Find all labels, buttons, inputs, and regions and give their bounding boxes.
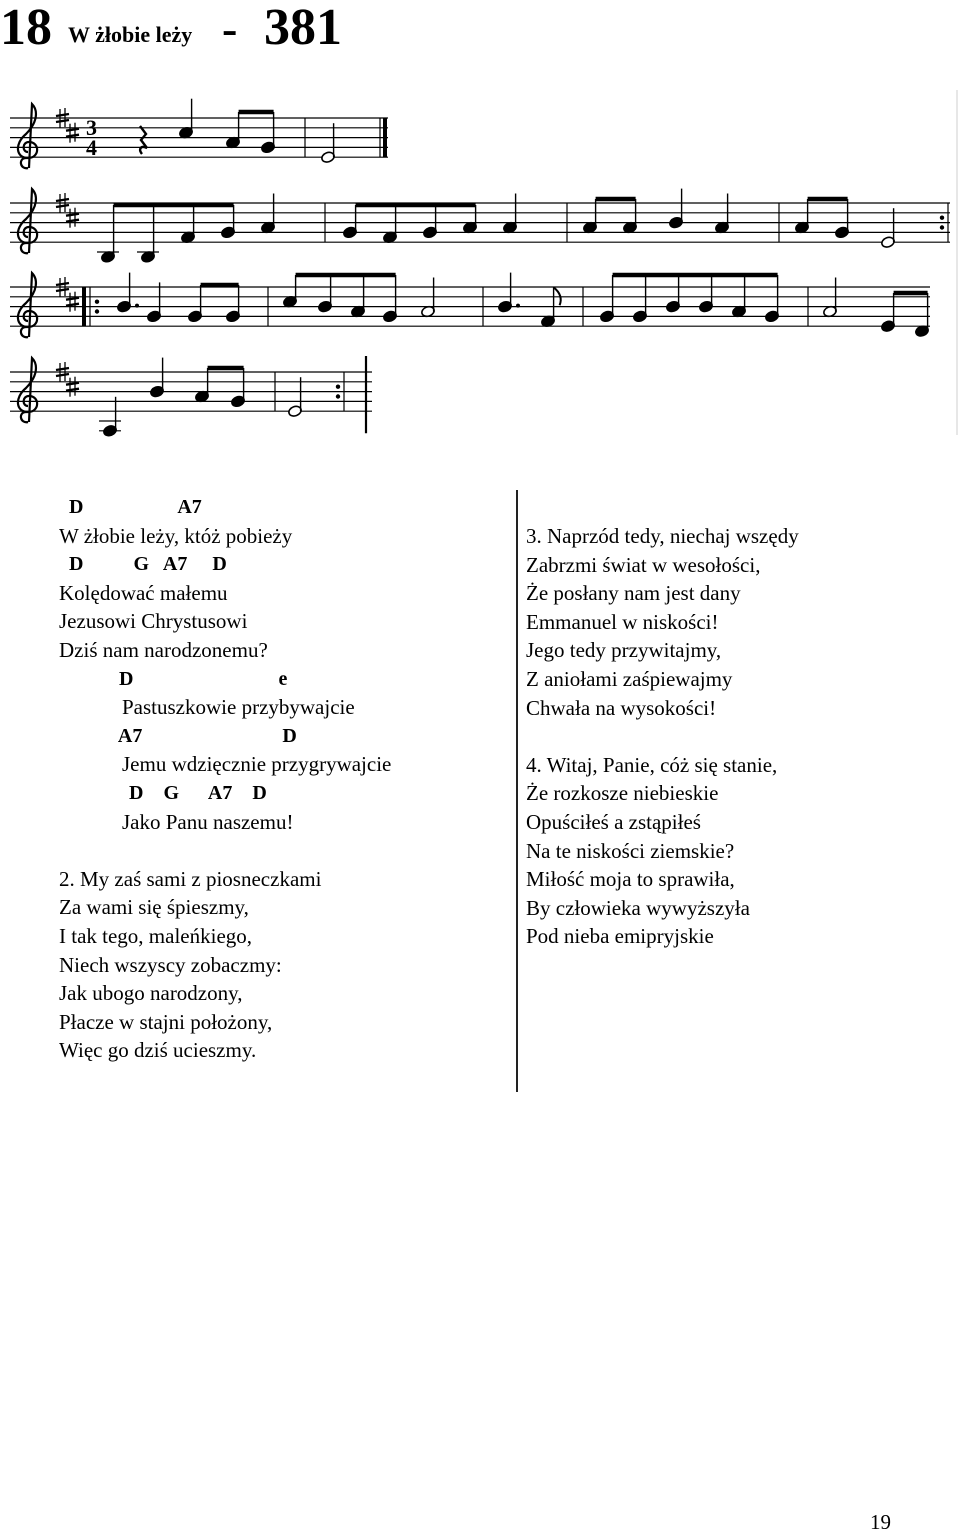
sharp-icon [66, 214, 79, 216]
lyric-line: 3. Naprzód tedy, niechaj wszędy [526, 524, 799, 548]
sharp-icon [56, 289, 69, 291]
lyric-line: Że posłany nam jest dany [526, 581, 741, 606]
rest-icon [140, 126, 147, 154]
lyric-line: Pastuszkowie przybywajcie [59, 695, 355, 720]
sharp-icon [56, 205, 69, 207]
start-repeat-bar [82, 287, 86, 326]
chord-line: D G A7 D [59, 781, 267, 804]
sharp-icon [56, 114, 69, 116]
treble-clef-icon [18, 104, 37, 168]
lyric-line: W żłobie leży, któż pobieży [59, 523, 293, 548]
page-number: 19 [870, 1510, 891, 1534]
sharp-icon [66, 220, 79, 222]
repeat-dot [95, 300, 99, 304]
hymnal-code: 381 [264, 0, 342, 56]
lyric-line: Emmanuel w niskości! [526, 609, 719, 634]
lyric-line: Że rozkosze niebieskie [526, 781, 719, 806]
sharp-icon [56, 120, 69, 122]
lyric-line: Na te niskości ziemskie? [526, 838, 735, 863]
chord-line: D G A7 D [59, 553, 227, 576]
sharp-icon [56, 283, 69, 285]
lyric-line: Jak ubogo narodzony, [59, 981, 243, 1006]
final-bar [383, 118, 387, 157]
lyric-line: Zabrzmi świat w wesołości, [526, 552, 761, 577]
chord-line: D e [59, 667, 288, 690]
note-dot [135, 304, 139, 308]
blank-line [526, 722, 799, 751]
lyric-line: Niech wszyscy zobaczmy: [59, 952, 282, 977]
lyrics-left-column [59, 493, 391, 1065]
treble-clef-icon [18, 358, 37, 422]
lyrics-right-column [526, 522, 799, 951]
lyric-line: Opuściłeś a zstąpiłeś [526, 809, 701, 834]
lyric-line: Chwała na wysokości! [526, 695, 717, 720]
song-number: 18 [0, 0, 52, 56]
lyric-line: Płacze w stajni położony, [59, 1009, 273, 1034]
sharp-icon [66, 129, 79, 131]
lyric-line: Pod nieba emipryjskie [526, 924, 714, 949]
lyric-line: Więc go dziś ucieszmy. [59, 1038, 257, 1063]
sharp-icon [66, 383, 79, 385]
sharp-icon [66, 135, 79, 137]
repeat-dot [940, 216, 944, 220]
sharp-icon [66, 389, 79, 391]
treble-clef-icon [18, 273, 37, 337]
time-signature: 3 [86, 115, 97, 140]
repeat-dot [336, 385, 340, 389]
lyric-line: Jemu wdzięcznie przygrywajcie [59, 752, 392, 777]
lyric-line: 2. My zaś sami z piosneczkami [59, 866, 322, 891]
lyric-line: Jako Panu naszemu! [59, 809, 294, 834]
sharp-icon [66, 304, 79, 306]
lyric-line: Kolędować małemu [59, 580, 228, 605]
time-signature: 4 [86, 135, 97, 160]
music-score [0, 80, 960, 440]
lyric-line: By człowieka wywyższyła [526, 895, 750, 920]
lyric-line: 4. Witaj, Panie, cóż się stanie, [526, 752, 778, 777]
lyric-line: Jego tedy przywitajmy, [526, 638, 722, 663]
sharp-icon [56, 368, 69, 370]
lyric-line: Z aniołami zaśpiewajmy [526, 666, 733, 691]
sharp-icon [56, 374, 69, 376]
chord-line: D A7 [59, 496, 202, 518]
sharp-icon [56, 199, 69, 201]
note-dot [516, 304, 520, 308]
lyric-line: Miłość moja to sprawiła, [526, 867, 735, 892]
lyric-line: I tak tego, maleńkiego, [59, 923, 253, 948]
lyric-line: Dziś nam narodzonemu? [59, 637, 268, 662]
column-divider [516, 490, 518, 1092]
title-dash: - [222, 3, 238, 54]
song-title: W żłobie leży [68, 22, 193, 47]
chord-line: A7 D [59, 724, 297, 747]
treble-clef-icon [18, 189, 37, 253]
blank-line [59, 836, 391, 865]
repeat-dot [336, 394, 340, 398]
lyric-line: Jezusowi Chrystusowi [59, 609, 248, 634]
repeat-dot [940, 225, 944, 229]
lyric-line: Za wami się śpieszmy, [59, 895, 249, 920]
sharp-icon [66, 298, 79, 300]
repeat-dot [95, 309, 99, 313]
